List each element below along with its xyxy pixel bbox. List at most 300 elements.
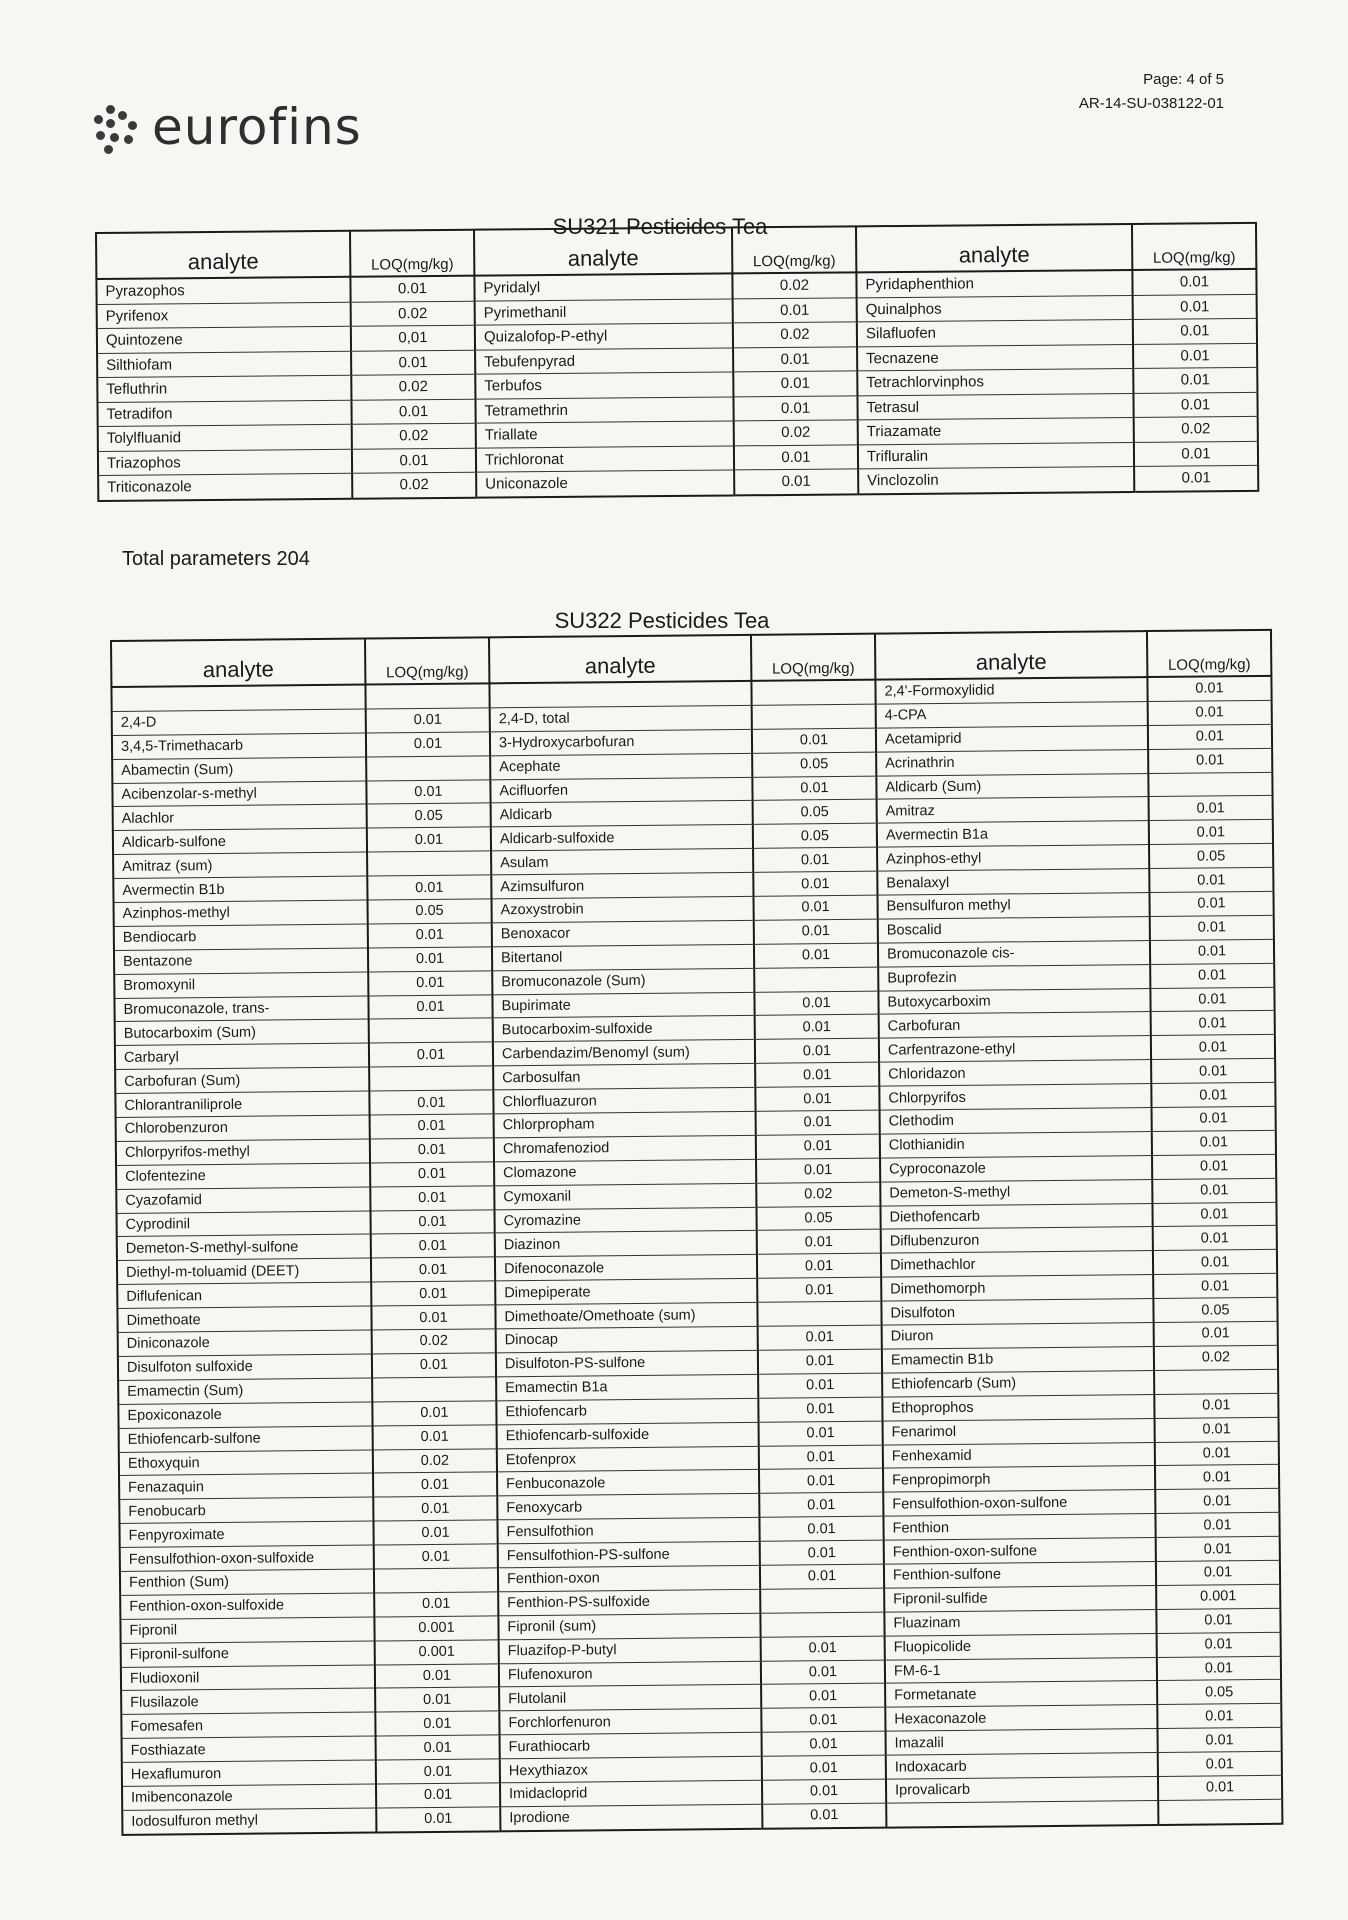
analyte-cell: Tecnazene xyxy=(857,344,1133,371)
analyte-cell: Diethofencarb xyxy=(880,1203,1152,1230)
analyte-cell: Triticonazole xyxy=(98,473,352,500)
loq-cell: 0.01 xyxy=(368,994,492,1019)
loq-cell: 0.01 xyxy=(1148,724,1272,749)
loq-cell: 0.01 xyxy=(734,444,858,470)
loq-cell: 0.05 xyxy=(1157,1680,1281,1705)
section2-title: SU322 Pesticides Tea xyxy=(554,608,770,633)
analyte-cell: Fosthiazate xyxy=(122,1736,376,1762)
loq-cell: 0.02 xyxy=(352,423,476,449)
loq-cell: 0.01 xyxy=(1153,1226,1277,1251)
analyte-cell: Fluazifop-P-butyl xyxy=(499,1637,761,1663)
total-parameters: Total parameters 204 xyxy=(122,548,310,570)
loq-cell: 0.01 xyxy=(755,1062,879,1087)
loq-cell: 0.01 xyxy=(1155,1489,1279,1514)
loq-cell: 0.01 xyxy=(734,469,858,495)
loq-cell: 0.001 xyxy=(374,1616,498,1641)
col-analyte: analyte xyxy=(474,227,732,275)
loq-cell: 0.01 xyxy=(733,395,857,421)
analyte-cell: Fipronil xyxy=(120,1617,374,1643)
section1-title: SU321 Pesticides Tea xyxy=(552,214,768,239)
loq-cell: 0.01 xyxy=(372,1353,496,1378)
analyte-cell: Tebufenpyrad xyxy=(475,347,733,374)
loq-cell: 0.01 xyxy=(1133,294,1257,320)
analyte-cell: Uniconazole xyxy=(476,470,734,497)
loq-cell: 0.01 xyxy=(1152,1130,1276,1155)
loq-cell: 0.01 xyxy=(758,1397,882,1422)
analyte-cell: Buprofezin xyxy=(878,964,1150,991)
loq-cell xyxy=(760,1588,884,1613)
loq-cell: 0.01 xyxy=(761,1707,885,1732)
loq-cell: 0.01 xyxy=(1147,676,1271,702)
analyte-cell: Bromoxynil xyxy=(114,972,368,998)
col-analyte: analyte xyxy=(489,635,751,684)
analyte-cell: Alachlor xyxy=(113,804,367,830)
loq-cell: 0.01 xyxy=(752,776,876,801)
analyte-cell: Pyridalyl xyxy=(474,273,732,300)
loq-cell: 0.01 xyxy=(374,1544,498,1569)
analyte-cell: Ethiofencarb-sulfone xyxy=(119,1426,373,1452)
loq-cell: 0.01 xyxy=(371,1233,495,1258)
analyte-cell: Ethiofencarb-sulfoxide xyxy=(497,1422,759,1448)
loq-cell: 0.001 xyxy=(375,1639,499,1664)
analyte-cell: Bupirimate xyxy=(492,992,754,1018)
loq-cell xyxy=(1148,772,1272,797)
analyte-cell: Diflubenzuron xyxy=(881,1227,1153,1254)
loq-cell: 0.01 xyxy=(373,1520,497,1545)
loq-cell: 0.01 xyxy=(758,1373,882,1398)
analyte-cell: Butoxycarboxim xyxy=(878,988,1150,1015)
eurofins-dots-icon xyxy=(90,101,142,153)
analyte-cell: Fenazaquin xyxy=(119,1473,373,1499)
loq-cell: 0,01 xyxy=(351,325,475,351)
analyte-cell: Fipronil-sulfide xyxy=(884,1585,1156,1612)
loq-cell: 0.01 xyxy=(1153,1274,1277,1299)
analyte-cell: Quinalphos xyxy=(857,295,1133,322)
analyte-cell: Diuron xyxy=(882,1323,1154,1350)
loq-cell: 0.01 xyxy=(761,1684,885,1709)
loq-cell: 0.05 xyxy=(753,800,877,825)
analyte-cell: Carbendazim/Benomyl (sum) xyxy=(493,1040,755,1066)
analyte-cell: Cymoxanil xyxy=(494,1183,756,1209)
loq-cell: 0.01 xyxy=(1158,1751,1282,1776)
analyte-cell: Chloridazon xyxy=(879,1060,1151,1087)
col-analyte: analyte xyxy=(875,631,1147,680)
analyte-cell: Carbofuran (Sum) xyxy=(115,1067,369,1093)
analyte-cell: Flusilazole xyxy=(121,1688,375,1714)
loq-cell: 0.01 xyxy=(756,1158,880,1183)
loq-cell: 0.01 xyxy=(370,1162,494,1187)
loq-cell: 0.02 xyxy=(373,1448,497,1473)
loq-cell: 0.01 xyxy=(1152,1106,1276,1131)
loq-cell: 0.01 xyxy=(1157,1704,1281,1729)
loq-cell xyxy=(367,851,491,876)
analyte-cell: Indoxacarb xyxy=(886,1753,1158,1780)
loq-cell: 0.01 xyxy=(761,1660,885,1685)
loq-cell: 0.01 xyxy=(1155,1441,1279,1466)
analyte-cell: Pyrimethanil xyxy=(475,298,733,325)
analyte-cell: Iodosulfuron methyl xyxy=(122,1808,376,1835)
loq-cell: 0.01 xyxy=(756,1134,880,1159)
analyte-cell: Bromuconazole (Sum) xyxy=(492,968,754,994)
loq-cell: 0.01 xyxy=(371,1281,495,1306)
analyte-cell: Epoxiconazole xyxy=(118,1402,372,1428)
analyte-cell: Dimethoate xyxy=(117,1306,371,1332)
logo-text: eurofins xyxy=(152,98,362,156)
loq-cell xyxy=(369,1066,493,1091)
loq-cell: 0.01 xyxy=(753,895,877,920)
analyte-cell: Aldicarb-sulfone xyxy=(113,828,367,854)
loq-cell: 0.01 xyxy=(1154,1393,1278,1418)
analyte-cell: Fenthion-oxon-sulfone xyxy=(884,1538,1156,1565)
analyte-cell: Fensulfothion xyxy=(497,1517,759,1543)
loq-cell: 0.02 xyxy=(1154,1345,1278,1370)
loq-cell: 0.01 xyxy=(1151,1035,1275,1060)
loq-cell: 0.01 xyxy=(351,350,475,376)
loq-cell: 0.01 xyxy=(762,1731,886,1756)
loq-cell: 0.01 xyxy=(1155,1417,1279,1442)
loq-cell: 0.01 xyxy=(370,1138,494,1163)
analyte-cell: Fenbuconazole xyxy=(497,1470,759,1496)
loq-cell: 0.05 xyxy=(1153,1297,1277,1322)
eurofins-logo xyxy=(90,98,362,156)
loq-cell: 0.01 xyxy=(1152,1202,1276,1227)
loq-cell: 0.02 xyxy=(732,272,856,298)
loq-cell: 0.05 xyxy=(368,899,492,924)
loq-cell: 0.01 xyxy=(1133,318,1257,344)
loq-cell: 0.01 xyxy=(1157,1656,1281,1681)
analyte-cell: Acephate xyxy=(490,753,752,779)
loq-cell: 0.01 xyxy=(1149,891,1273,916)
loq-cell: 0.01 xyxy=(366,732,490,757)
analyte-cell: Cyproconazole xyxy=(880,1155,1152,1182)
loq-cell: 0.01 xyxy=(759,1445,883,1470)
analyte-cell: 2,4-D, total xyxy=(490,705,752,731)
loq-cell: 0.02 xyxy=(351,374,475,400)
loq-cell: 0.01 xyxy=(352,448,476,474)
loq-cell: 0.01 xyxy=(1153,1250,1277,1275)
loq-cell: 0.02 xyxy=(372,1329,496,1354)
analyte-cell: Iprodione xyxy=(500,1804,762,1831)
loq-cell: 0.02 xyxy=(733,322,857,348)
col-loq: LOQ(mg/kg) xyxy=(751,634,875,681)
analyte-cell: Forchlorfenuron xyxy=(499,1709,761,1735)
analyte-cell: Fenobucarb xyxy=(119,1497,373,1523)
loq-cell: 0.01 xyxy=(753,871,877,896)
analyte-cell: Chlorantraniliprole xyxy=(115,1091,369,1117)
analyte-cell: Cyprodinil xyxy=(117,1211,371,1237)
analyte-cell: Emamectin B1a xyxy=(496,1374,758,1400)
analyte-cell: Fenpyroximate xyxy=(119,1521,373,1547)
analyte-cell: Amitraz xyxy=(877,797,1149,824)
loq-cell: 0.01 xyxy=(368,923,492,948)
analyte-cell: Carbosulfan xyxy=(493,1064,755,1090)
analyte-cell: Disulfoton-PS-sulfone xyxy=(496,1350,758,1376)
loq-cell: 0.01 xyxy=(1149,820,1273,845)
loq-cell: 0.01 xyxy=(1151,1082,1275,1107)
analyte-cell: Acibenzolar-s-methyl xyxy=(112,781,366,807)
analyte-cell: Azoxystrobin xyxy=(492,896,754,922)
analyte-cell: Etofenprox xyxy=(497,1446,759,1472)
loq-cell: 0.01 xyxy=(367,875,491,900)
analyte-cell: Chlorfluazuron xyxy=(493,1087,755,1113)
loq-cell: 0.01 xyxy=(755,1086,879,1111)
analyte-cell xyxy=(111,685,365,712)
analyte-cell: Vinclozolin xyxy=(858,466,1134,493)
analyte-cell: Fipronil (sum) xyxy=(498,1613,760,1639)
loq-cell: 0.01 xyxy=(1158,1775,1282,1800)
loq-cell: 0.01 xyxy=(754,943,878,968)
analyte-cell: Carfentrazone-ethyl xyxy=(879,1036,1151,1063)
loq-cell: 0.01 xyxy=(370,1209,494,1234)
analyte-cell: Fenoxycarb xyxy=(497,1494,759,1520)
analyte-cell: 4-CPA xyxy=(876,701,1148,728)
analyte-cell: Avermectin B1b xyxy=(113,876,367,902)
analyte-cell: Hexythiazox xyxy=(500,1756,762,1782)
col-loq: LOQ(mg/kg) xyxy=(1132,223,1256,270)
loq-cell: 0.01 xyxy=(351,399,475,425)
loq-cell: 0.01 xyxy=(373,1472,497,1497)
analyte-cell: Tetrasul xyxy=(857,393,1133,420)
col-analyte: analyte xyxy=(96,231,350,279)
analyte-cell: Azinphos-ethyl xyxy=(877,845,1149,872)
page-info xyxy=(1079,68,1224,116)
analyte-cell: Chromafenoziod xyxy=(494,1135,756,1161)
loq-cell: 0.01 xyxy=(1157,1727,1281,1752)
col-analyte: analyte xyxy=(111,639,365,687)
loq-cell: 0.01 xyxy=(1152,1154,1276,1179)
analyte-cell: Dimethomorph xyxy=(881,1275,1153,1302)
analyte-cell: Cyromazine xyxy=(494,1207,756,1233)
analyte-cell: Dimepiperate xyxy=(495,1279,757,1305)
loq-cell: 0.01 xyxy=(371,1305,495,1330)
loq-cell: 0.05 xyxy=(752,752,876,777)
analyte-cell: Demeton-S-methyl-sulfone xyxy=(117,1235,371,1261)
analyte-cell: Fomesafen xyxy=(121,1712,375,1738)
analyte-cell: Clofentezine xyxy=(116,1163,370,1189)
analyte-cell: Diniconazole xyxy=(118,1330,372,1356)
analyte-cell: 3,4,5-Trimethacarb xyxy=(112,733,366,759)
analyte-cell: Triazophos xyxy=(98,449,352,476)
loq-cell: 0.01 xyxy=(761,1636,885,1661)
loq-cell: 0.01 xyxy=(1150,915,1274,940)
analyte-cell: Benalaxyl xyxy=(877,869,1149,896)
analyte-cell: Difenoconazole xyxy=(495,1255,757,1281)
analyte-cell: Formetanate xyxy=(885,1681,1157,1708)
loq-cell: 0.01 xyxy=(366,779,490,804)
loq-cell: 0.01 xyxy=(755,1015,879,1040)
loq-cell xyxy=(365,683,489,709)
analyte-cell: Bromuconazole cis- xyxy=(878,940,1150,967)
loq-cell: 0.02 xyxy=(351,301,475,327)
analyte-cell: Flufenoxuron xyxy=(499,1661,761,1687)
loq-cell: 0.05 xyxy=(753,823,877,848)
loq-cell: 0.01 xyxy=(374,1592,498,1617)
loq-cell: 0.01 xyxy=(373,1424,497,1449)
analyte-cell: Carbofuran xyxy=(879,1012,1151,1039)
page-number: Page: 4 of 5 xyxy=(1143,71,1224,88)
analyte-cell: Flutolanil xyxy=(499,1685,761,1711)
analyte-cell: Fenhexamid xyxy=(883,1442,1155,1469)
analyte-cell: Fenthion xyxy=(883,1514,1155,1541)
col-loq: LOQ(mg/kg) xyxy=(350,230,474,277)
analyte-cell: Fensulfothion-oxon-sulfoxide xyxy=(120,1545,374,1571)
analyte-cell: Tolylfluanid xyxy=(98,424,352,451)
loq-cell: 0.01 xyxy=(1151,1011,1275,1036)
loq-cell: 0.02 xyxy=(734,420,858,446)
analyte-cell: Chlorobenzuron xyxy=(116,1115,370,1141)
col-loq: LOQ(mg/kg) xyxy=(1147,630,1271,677)
analyte-cell: Imazalil xyxy=(886,1729,1158,1756)
loq-cell: 0.01 xyxy=(1156,1608,1280,1633)
loq-cell: 0.01 xyxy=(1150,963,1274,988)
loq-cell: 0.01 xyxy=(760,1564,884,1589)
analyte-cell: Hexaflumuron xyxy=(122,1760,376,1786)
loq-cell: 0.01 xyxy=(375,1687,499,1712)
loq-cell: 0.01 xyxy=(762,1755,886,1780)
analyte-cell: Ethiofencarb (Sum) xyxy=(882,1370,1154,1397)
analyte-cell: Pyrifenox xyxy=(97,302,351,329)
analyte-cell: Emamectin B1b xyxy=(882,1346,1154,1373)
analyte-cell: Hexaconazole xyxy=(885,1705,1157,1732)
analyte-cell: Butocarboxim (Sum) xyxy=(115,1020,369,1046)
loq-cell: 0.01 xyxy=(375,1663,499,1688)
loq-cell: 0.01 xyxy=(376,1735,500,1760)
analyte-cell: Fenthion-oxon-sulfoxide xyxy=(120,1593,374,1619)
loq-cell: 0.01 xyxy=(756,1110,880,1135)
loq-cell: 0.01 xyxy=(758,1349,882,1374)
loq-cell: 0.01 xyxy=(1156,1536,1280,1561)
analyte-cell: Silafluofen xyxy=(857,319,1133,346)
loq-cell: 0.01 xyxy=(757,1230,881,1255)
analyte-cell: Tetrachlorvinphos xyxy=(857,368,1133,395)
loq-cell: 0.01 xyxy=(1154,1321,1278,1346)
loq-cell: 0.05 xyxy=(756,1206,880,1231)
loq-cell: 0.01 xyxy=(759,1469,883,1494)
loq-cell: 0.01 xyxy=(1157,1632,1281,1657)
analyte-cell: Clothianidin xyxy=(880,1131,1152,1158)
loq-cell: 0.02 xyxy=(1134,416,1258,442)
analyte-cell: Butocarboxim-sulfoxide xyxy=(493,1016,755,1042)
analyte-cell: Bentazone xyxy=(114,948,368,974)
loq-cell: 0.01 xyxy=(762,1803,886,1829)
analyte-cell: Cyazofamid xyxy=(116,1187,370,1213)
analyte-cell: Dimethachlor xyxy=(881,1251,1153,1278)
analyte-cell: Aldicarb-sulfoxide xyxy=(491,825,753,851)
analyte-cell: Demeton-S-methyl xyxy=(880,1179,1152,1206)
col-loq: LOQ(mg/kg) xyxy=(365,637,489,684)
analyte-cell: Asulam xyxy=(491,849,753,875)
loq-cell xyxy=(1154,1369,1278,1394)
loq-cell: 0.01 xyxy=(759,1492,883,1517)
loq-cell xyxy=(754,967,878,992)
analyte-cell: Carbaryl xyxy=(115,1043,369,1069)
analyte-cell: Azinphos-methyl xyxy=(114,900,368,926)
analyte-cell: Amitraz (sum) xyxy=(113,852,367,878)
analyte-cell: Disulfoton sulfoxide xyxy=(118,1354,372,1380)
loq-cell: 0.01 xyxy=(373,1496,497,1521)
analyte-cell: Fensulfothion-PS-sulfone xyxy=(498,1541,760,1567)
analyte-cell: Fluazinam xyxy=(884,1609,1156,1636)
analyte-cell: Bendiocarb xyxy=(114,924,368,950)
loq-cell: 0.01 xyxy=(369,1042,493,1067)
report-id: AR-14-SU-038122-01 xyxy=(1078,95,1224,112)
analyte-cell: Bitertanol xyxy=(492,944,754,970)
analyte-cell: Tetramethrin xyxy=(475,396,733,423)
loq-cell: 0.01 xyxy=(350,276,474,302)
analyte-cell: Clethodim xyxy=(880,1108,1152,1135)
analyte-cell: Chlorpropham xyxy=(494,1111,756,1137)
loq-cell xyxy=(374,1568,498,1593)
loq-cell xyxy=(369,1018,493,1043)
loq-cell: 0.01 xyxy=(752,728,876,753)
analyte-cell: Diazinon xyxy=(495,1231,757,1257)
analyte-cell: Tefluthrin xyxy=(97,375,351,402)
loq-cell: 0.02 xyxy=(352,472,476,498)
loq-cell: 0.01 xyxy=(759,1516,883,1541)
loq-cell: 0.01 xyxy=(1149,796,1273,821)
loq-cell: 0.01 xyxy=(1148,748,1272,773)
analyte-cell: Fenthion-PS-sulfoxide xyxy=(498,1589,760,1615)
analyte-cell: Iprovalicarb xyxy=(886,1776,1158,1803)
analyte-cell: Quizalofop-P-ethyl xyxy=(475,323,733,350)
loq-cell: 0.01 xyxy=(1155,1512,1279,1537)
loq-cell: 0.01 xyxy=(733,297,857,323)
analyte-cell: Emamectin (Sum) xyxy=(118,1378,372,1404)
analyte-cell: Fipronil-sulfone xyxy=(121,1641,375,1667)
loq-cell: 0.01 xyxy=(368,971,492,996)
analyte-cell: Imidacloprid xyxy=(500,1780,762,1806)
loq-cell: 0.01 xyxy=(366,708,490,733)
loq-cell xyxy=(366,756,490,781)
analyte-cell: Fenthion-oxon xyxy=(498,1565,760,1591)
loq-cell: 0.01 xyxy=(757,1277,881,1302)
loq-cell: 0.01 xyxy=(1133,367,1257,393)
analyte-cell: Fludioxonil xyxy=(121,1665,375,1691)
analyte-cell: Fensulfothion-oxon-sulfone xyxy=(883,1490,1155,1517)
loq-cell: 0.01 xyxy=(1149,867,1273,892)
analyte-cell: Tetradifon xyxy=(97,400,351,427)
analyte-cell xyxy=(886,1800,1158,1827)
analyte-cell xyxy=(489,681,751,708)
loq-cell xyxy=(757,1301,881,1326)
loq-cell: 0.01 xyxy=(762,1779,886,1804)
analyte-cell: 3-Hydroxycarbofuran xyxy=(490,729,752,755)
loq-cell: 0.01 xyxy=(760,1540,884,1565)
analyte-cell: Diethyl-m-toluamid (DEET) xyxy=(117,1258,371,1284)
loq-cell: 0.02 xyxy=(756,1182,880,1207)
loq-cell: 0.01 xyxy=(755,1038,879,1063)
analyte-cell: Trifluralin xyxy=(858,442,1134,469)
analyte-cell: Imibenconazole xyxy=(122,1784,376,1810)
loq-cell: 0.01 xyxy=(370,1114,494,1139)
loq-cell: 0.05 xyxy=(1149,844,1273,869)
analyte-cell: Fenthion (Sum) xyxy=(120,1569,374,1595)
loq-cell: 0.001 xyxy=(1156,1584,1280,1609)
loq-cell xyxy=(1158,1799,1282,1825)
col-analyte: analyte xyxy=(856,224,1132,272)
analyte-cell: Quintozene xyxy=(97,326,351,353)
analyte-cell: Acrinathrin xyxy=(876,749,1148,776)
analyte-cell: Dinocap xyxy=(496,1326,758,1352)
loq-cell xyxy=(751,680,875,706)
analyte-cell: Benoxacor xyxy=(492,920,754,946)
loq-cell: 0.01 xyxy=(758,1325,882,1350)
loq-cell: 0.05 xyxy=(367,803,491,828)
loq-cell: 0.01 xyxy=(372,1401,496,1426)
analyte-cell: Fenthion-sulfone xyxy=(884,1561,1156,1588)
loq-cell: 0.01 xyxy=(1152,1178,1276,1203)
loq-cell: 0.01 xyxy=(754,991,878,1016)
